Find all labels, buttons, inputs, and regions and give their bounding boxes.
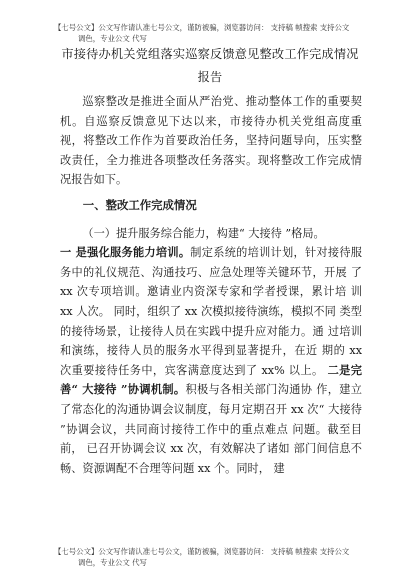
document-title: 市接待办机关党组落实巡察反馈意见整改工作完成情况报告 [61, 47, 359, 84]
training-paragraph [60, 243, 362, 478]
footer-watermark-banner [54, 546, 372, 568]
header-watermark-banner [54, 22, 372, 44]
coordination-paragraph-lead: 二是完善“ 大接待 ”协调机制。 [60, 362, 362, 397]
footer-banner-line2: 调色，专业公文 代写 [78, 558, 147, 567]
footer-banner-line1: 【七号公文】公文写作请认准七号公文，谨防被骗，浏览器访问： 支持稿 帧搜索 支持公文 [54, 547, 350, 556]
header-banner-line2: 调色，专业公文 代写 [78, 34, 147, 43]
header-banner-line1: 【七号公文】公文写作请认准七号公文，谨防被骗，浏览器访问： 支持稿 帧搜索 支持公文 [54, 23, 350, 32]
training-paragraph-lead: 一 是强化服务能力培训。 [60, 245, 191, 260]
document-body [60, 92, 362, 478]
training-paragraph-text: 制定系统的培训计划，针对接待服 务中的礼仪规范、沟通技巧、应急处理等关键环节，开展 了 xx 次专项培训。邀请业内资深专家和学者授课，累计培 训 xx 人次。 同时，组织了 xx 次模拟接待演练，模拟不同 类型的接待场景，让接待人员在实践中提升应对能力。通 过培训和演练，接待人员的服务水平得到显著提升，在近 期的 xx 次重要接待任务中，宾客满意度达到了 xx% 以上。 [60, 246, 362, 377]
intro-paragraph: 巡察整改是推进全面从严治党、推动整体工作的重要契机。自巡察反馈意见下达以来，市接待办机关党组高度重视，将整改工作作为首要政治任务，坚持问题导向，压实整改责任，全力推进各项整改任务落实。现将整改工作完成情况报告如下。 [60, 95, 362, 187]
coordination-paragraph-text: 积极与各相关部门沟通协 作，建立了常态化的沟通协调会议制度，每月定期召开 xx 次“ 大接待 ”协调会议，共同商讨接待工作中的重点难点 问题。截至目前， 已召开协调会议 xx 次，有效解决了诸如 部门间信息不畅、资源调配不合理等问题 xx 个。同时， 建 [60, 383, 362, 475]
section-heading: 一、整改工作完成情况 [82, 197, 197, 212]
subsection-heading: （一）提升服务综合能力，构建“ 大接待 ”格局。 [82, 226, 325, 240]
